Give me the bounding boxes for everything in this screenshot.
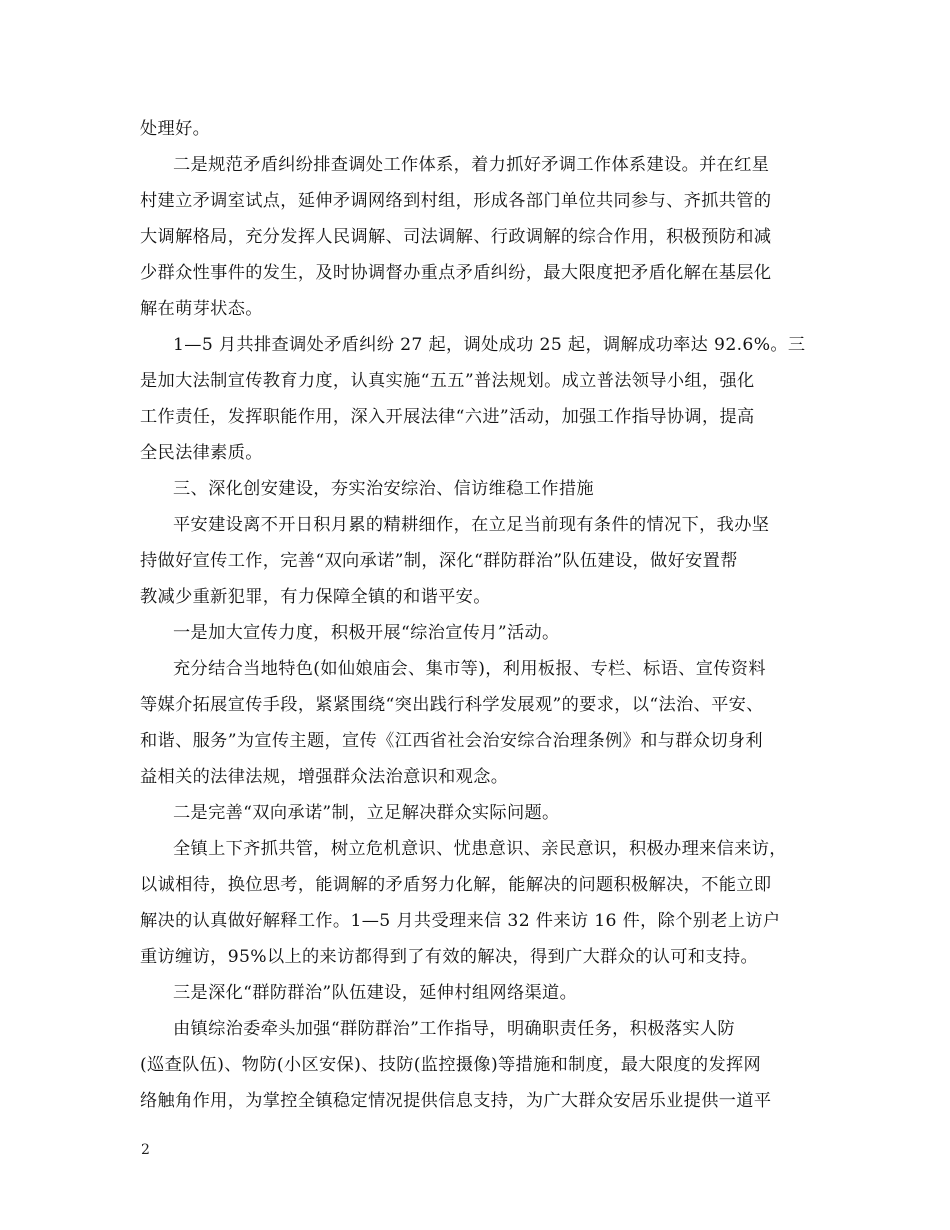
text-line: 益相关的法律法规，增强群众法治意识和观念。 xyxy=(140,767,509,787)
text-line: 1—5 月共排查调处矛盾纠纷 27 起，调处成功 25 起，调解成功率达 92.6%。三 xyxy=(173,335,806,355)
text-line: 处理好。 xyxy=(140,119,211,139)
text-line: 重访缠访，95%以上的来访都得到了有效的解决，得到广大群众的认可和支持。 xyxy=(140,947,758,967)
text-line: 解在萌芽状态。 xyxy=(140,299,263,319)
text-line: 村建立矛调室试点，延伸矛调网络到村组，形成各部门单位共同参与、齐抓共管的 xyxy=(140,191,772,211)
text-line: 工作责任，发挥职能作用，深入开展法律“六进”活动，加强工作指导协调，提高 xyxy=(140,407,755,427)
text-line: 以诚相待，换位思考，能调解的矛盾努力化解，能解决的问题积极解决，不能立即 xyxy=(140,875,772,895)
text-line: 一是加大宣传力度，积极开展“综治宣传月”活动。 xyxy=(173,623,560,643)
text-line: 少群众性事件的发生，及时协调督办重点矛盾纠纷，最大限度把矛盾化解在基层化 xyxy=(140,263,772,283)
page-number: 2 xyxy=(141,1142,150,1158)
document-body xyxy=(140,111,816,1119)
text-line: 解决的认真做好解释工作。1—5 月共受理来信 32 件来访 16 件，除个别老上访户 xyxy=(140,911,781,931)
text-line: 络触角作用，为掌控全镇稳定情况提供信息支持，为广大群众安居乐业提供一道平 xyxy=(140,1091,772,1111)
text-line: 等媒介拓展宣传手段，紧紧围绕“突出践行科学发展观”的要求，以“法治、平安、 xyxy=(140,695,764,715)
text-line: 二是完善“双向承诺”制，立足解决群众实际问题。 xyxy=(173,803,560,823)
text-line: 大调解格局，充分发挥人民调解、司法调解、行政调解的综合作用，积极预防和减 xyxy=(140,227,772,247)
text-line: 是加大法制宣传教育力度，认真实施“五五”普法规划。成立普法领导小组，强化 xyxy=(140,371,755,391)
text-line: 由镇综治委牵头加强“群防群治”工作指导，明确职责任务，积极落实人防 xyxy=(173,1019,735,1039)
text-line: 三是深化“群防群治”队伍建设，延伸村组网络渠道。 xyxy=(173,983,578,1003)
text-line: 全民法律素质。 xyxy=(140,443,263,463)
text-line: 持做好宣传工作，完善“双向承诺”制，深化“群防群治”队伍建设，做好安置帮 xyxy=(140,551,738,571)
text-line: 全镇上下齐抓共管，树立危机意识、忧患意识、亲民意识，积极办理来信来访， xyxy=(173,839,787,859)
text-line: 二是规范矛盾纠纷排查调处工作体系，着力抓好矛调工作体系建设。并在红星 xyxy=(173,155,770,175)
text-line: 三、深化创安建设，夯实治安综治、信访维稳工作措施 xyxy=(173,479,594,499)
text-line: 和谐、服务”为宣传主题，宣传《江西省社会治安综合治理条例》和与群众切身利 xyxy=(140,731,763,751)
text-line: 平安建设离不开日积月累的精耕细作，在立足当前现有条件的情况下，我办坚 xyxy=(173,515,770,535)
text-line: 教减少重新犯罪，有力保障全镇的和谐平安。 xyxy=(140,587,491,607)
text-line: (巡查队伍)、物防(小区安保)、技防(监控摄像)等措施和制度，最大限度的发挥网 xyxy=(140,1055,762,1075)
text-line: 充分结合当地特色(如仙娘庙会、集市等)，利用板报、专栏、标语、宣传资料 xyxy=(173,659,766,679)
